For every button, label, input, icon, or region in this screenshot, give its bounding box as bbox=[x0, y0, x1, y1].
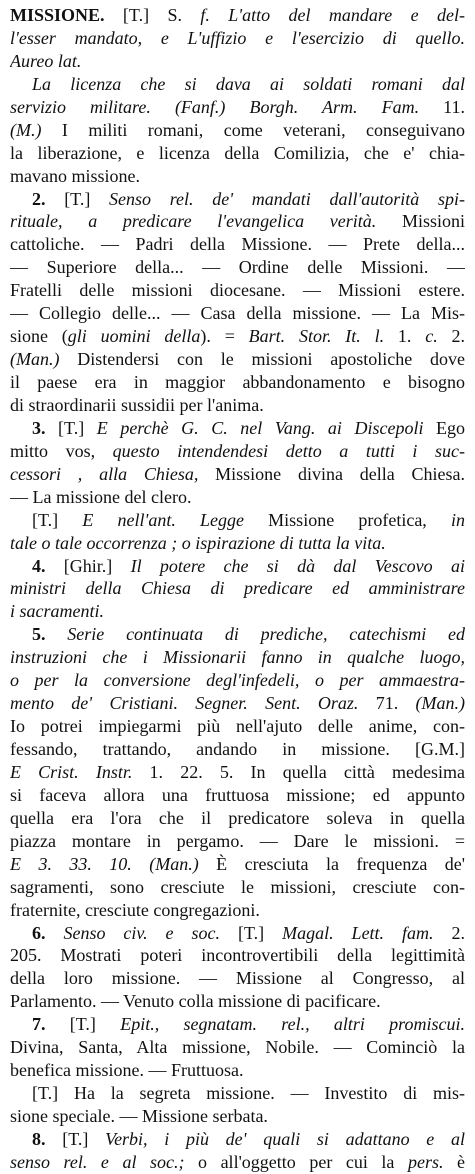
text-segment: sione ( bbox=[10, 326, 68, 347]
sense-number: 3. bbox=[32, 417, 46, 438]
sense-number: MISSIONE. bbox=[10, 5, 105, 25]
text-line bbox=[10, 692, 465, 715]
text-line bbox=[10, 486, 465, 509]
text-line bbox=[10, 715, 465, 738]
italic-text: senso rel. e al soc.; bbox=[10, 1151, 185, 1172]
italic-text: i sacramenti. bbox=[10, 601, 104, 622]
entry-missione bbox=[10, 4, 465, 1174]
text-segment bbox=[46, 923, 64, 943]
italic-text: E nell'ant. Legge bbox=[82, 509, 244, 530]
text-segment: Io potrei impiegarmi più nell'ajuto delle anime, con- bbox=[10, 716, 465, 737]
text-segment: fraternite, cresciute congregazioni. bbox=[10, 899, 260, 920]
italic-text: E bbox=[10, 853, 39, 874]
text-line bbox=[10, 532, 465, 555]
text-line bbox=[10, 1082, 465, 1105]
text-segment: [T.] bbox=[220, 922, 283, 943]
italic-text: (Man.) bbox=[415, 693, 465, 714]
text-line bbox=[10, 27, 465, 50]
text-line bbox=[10, 738, 465, 761]
text-segment: fessando, trattando, andando in missione. [G.M.] bbox=[10, 739, 465, 759]
text-segment: è bbox=[443, 1151, 465, 1172]
text-line bbox=[10, 119, 465, 142]
italic-text: f. L'atto del mandare e del- bbox=[200, 5, 465, 25]
text-line bbox=[10, 1128, 465, 1151]
italic-text: Aureo lat. bbox=[10, 50, 82, 71]
text-segment: È cresciuta la frequenza de' bbox=[198, 853, 465, 874]
text-line bbox=[10, 669, 465, 692]
text-line bbox=[10, 899, 465, 922]
text-segment: Distendersi con le missioni apostoliche dove bbox=[59, 349, 465, 370]
italic-text: E perchè G. C. nel Vang. ai Discepoli bbox=[96, 417, 424, 438]
text-segment: 1. 22. 5. In quella città medesima bbox=[132, 761, 465, 782]
text-segment: 71. bbox=[375, 693, 416, 714]
italic-text: o per la conversione degl'infedeli, o per ammaestra- bbox=[10, 670, 465, 691]
text-line bbox=[10, 371, 465, 394]
italic-text: Il potere che si dà dal Vescovo ai bbox=[130, 555, 465, 576]
text-line bbox=[10, 967, 465, 990]
italic-text: (Man.) bbox=[10, 349, 60, 370]
text-line bbox=[10, 325, 465, 348]
text-line bbox=[10, 1013, 465, 1036]
italic-text: instruzioni che i Missionarii fanno in qualche luogo, bbox=[10, 647, 465, 668]
italic-text: ministri della Chiesa di predicare ed amministrare bbox=[10, 578, 465, 599]
text-segment: 2. bbox=[433, 922, 465, 943]
sense-number: 7. bbox=[32, 1014, 46, 1035]
italic-text: mento de' Cristiani. Segner. Sent. Oraz. bbox=[10, 693, 376, 714]
text-line bbox=[10, 440, 465, 463]
text-line bbox=[10, 4, 465, 27]
text-segment: [T.] bbox=[45, 417, 97, 438]
text-line bbox=[10, 142, 465, 165]
text-segment: Ego bbox=[423, 417, 465, 438]
text-line bbox=[10, 830, 465, 853]
text-line bbox=[10, 990, 465, 1013]
italic-text: in bbox=[450, 509, 465, 530]
text-segment: [T.] bbox=[45, 1128, 106, 1149]
text-line bbox=[10, 853, 465, 876]
text-segment: ). = bbox=[200, 326, 249, 347]
italic-text: cessori , alla Chiesa, bbox=[10, 463, 199, 484]
italic-text: c. bbox=[425, 326, 452, 347]
text-line bbox=[10, 279, 465, 302]
italic-text: Magal. Lett. fam. bbox=[282, 922, 434, 943]
italic-text: Epit., segnatam. rel., altri promiscui. bbox=[120, 1014, 465, 1035]
text-segment: Parlamento. — Venuto colla missione di pacificare. bbox=[10, 991, 381, 1012]
italic-text: (M.) bbox=[10, 119, 42, 140]
text-line bbox=[10, 600, 465, 623]
text-segment: mitto vos, bbox=[10, 440, 113, 461]
text-line bbox=[10, 1151, 465, 1174]
text-segment: 2. bbox=[451, 326, 465, 347]
text-line bbox=[10, 876, 465, 899]
text-segment: [T.] bbox=[45, 188, 110, 209]
text-line bbox=[10, 463, 465, 486]
text-line bbox=[10, 784, 465, 807]
italic-text: Serie continuata di prediche, catechismi ed bbox=[67, 624, 465, 645]
text-line bbox=[10, 944, 465, 967]
text-line bbox=[10, 761, 465, 784]
text-line bbox=[10, 73, 465, 96]
text-line bbox=[10, 256, 465, 279]
italic-text: Bart. Stor. It. l. bbox=[248, 326, 398, 347]
text-line bbox=[10, 1059, 465, 1082]
text-segment: benefica missione. — Fruttuosa. bbox=[10, 1060, 244, 1081]
text-line bbox=[10, 210, 465, 233]
text-line bbox=[10, 50, 465, 73]
text-line bbox=[10, 302, 465, 325]
italic-text: questo intendendesi detto a tutti i suc- bbox=[112, 440, 465, 461]
sense-number: 8. bbox=[32, 1128, 46, 1149]
text-segment: o all'oggetto per cui la bbox=[184, 1151, 408, 1172]
text-segment: [T.] bbox=[32, 509, 83, 530]
italic-text: l'esser mandato, e L'uffizio e l'esercizio di quello. bbox=[10, 27, 465, 48]
text-segment: piazza montare in pergamo. — Dare le missioni. = bbox=[10, 830, 465, 851]
text-line bbox=[10, 1105, 465, 1128]
text-segment: mavano missione. bbox=[10, 165, 140, 186]
text-line bbox=[10, 1036, 465, 1059]
text-line bbox=[10, 646, 465, 669]
text-segment: quella era l'ora che il predicatore soleva in quella bbox=[10, 807, 465, 828]
text-line bbox=[10, 165, 465, 188]
text-segment bbox=[46, 624, 68, 644]
text-segment: la liberazione, e licenza della Comilizia, che e' chia- bbox=[10, 142, 465, 163]
text-segment: — Collegio delle... — Casa della missione. — La Mis- bbox=[10, 303, 465, 324]
text-segment: cattoliche. — Padri della Missione. — Prete della... bbox=[10, 234, 465, 255]
text-line bbox=[10, 922, 465, 945]
italic-text: tale o tale occorrenza ; o ispirazione di tutta la vita. bbox=[10, 532, 386, 553]
text-segment: 205. Mostrati poteri incontrovertibili della legittimità bbox=[10, 945, 465, 966]
text-segment: I militi romani, come veterani, conseguivano bbox=[41, 119, 465, 140]
italic-text: Verbi, i più de' quali si adattano e al bbox=[105, 1128, 465, 1149]
text-segment: [Ghir.] bbox=[45, 555, 131, 576]
text-line bbox=[10, 807, 465, 830]
text-segment: Missioni bbox=[376, 211, 465, 232]
italic-text: E Crist. Instr. bbox=[10, 761, 133, 782]
text-segment: Missione profetica, bbox=[244, 509, 451, 530]
text-line bbox=[10, 417, 465, 440]
text-segment: sagramenti, sono cresciute le missioni, cresciute con- bbox=[10, 876, 465, 897]
text-segment: Divina, Santa, Alta missione, Nobile. — Cominciò la bbox=[10, 1037, 465, 1058]
text-segment: il paese era in maggior abbandonamento e bisogno bbox=[10, 372, 465, 392]
text-line bbox=[10, 233, 465, 256]
italic-text: pers. bbox=[407, 1151, 444, 1172]
sense-number: 4. bbox=[32, 555, 46, 576]
text-segment: di straordinarii sussidii per l'anima. bbox=[10, 394, 264, 415]
text-segment: — La missione del clero. bbox=[10, 486, 192, 507]
text-segment: Missione divina della Chiesa. bbox=[198, 463, 465, 484]
text-segment: 1. bbox=[397, 326, 426, 347]
italic-text: servizio militare. (Fanf.) Borgh. Arm. Fam. bbox=[10, 96, 444, 117]
italic-text: Senso rel. de' mandati dall'autorità spi- bbox=[109, 188, 465, 209]
text-line bbox=[10, 555, 465, 578]
sense-number: 5. bbox=[32, 624, 46, 645]
italic-text: 3. 33. 10. (Man.) bbox=[38, 853, 199, 874]
italic-text: La licenza che si dava ai soldati romani dal bbox=[32, 73, 465, 94]
italic-text: rituale, a predicare l'evangelica verità. bbox=[10, 211, 377, 232]
italic-text: Senso civ. e soc. bbox=[63, 922, 220, 943]
text-segment: della loro missione. — Missione al Congresso, al bbox=[10, 968, 465, 989]
text-segment: — Superiore della... — Ordine delle Missioni. — bbox=[10, 257, 465, 278]
text-segment: 11. bbox=[443, 96, 465, 117]
sense-number: 6. bbox=[32, 922, 46, 943]
text-segment: si faceva allora una fruttuosa missione; ed appunto bbox=[10, 784, 465, 805]
text-segment: [T.] bbox=[45, 1014, 121, 1035]
text-segment: sione speciale. — Missione serbata. bbox=[10, 1106, 268, 1126]
text-segment: [T.] S. bbox=[104, 5, 201, 25]
text-line bbox=[10, 509, 465, 532]
text-segment: Fratelli delle missioni diocesane. — Missioni estere. bbox=[10, 280, 465, 301]
text-line bbox=[10, 96, 465, 119]
text-line bbox=[10, 623, 465, 646]
text-line bbox=[10, 348, 465, 371]
text-segment: [T.] Ha la segreta missione. — Investito di mis- bbox=[32, 1083, 465, 1104]
text-line bbox=[10, 394, 465, 417]
italic-text: gli uomini della bbox=[67, 326, 201, 347]
text-line bbox=[10, 188, 465, 211]
sense-number: 2. bbox=[32, 188, 46, 209]
text-line bbox=[10, 577, 465, 600]
